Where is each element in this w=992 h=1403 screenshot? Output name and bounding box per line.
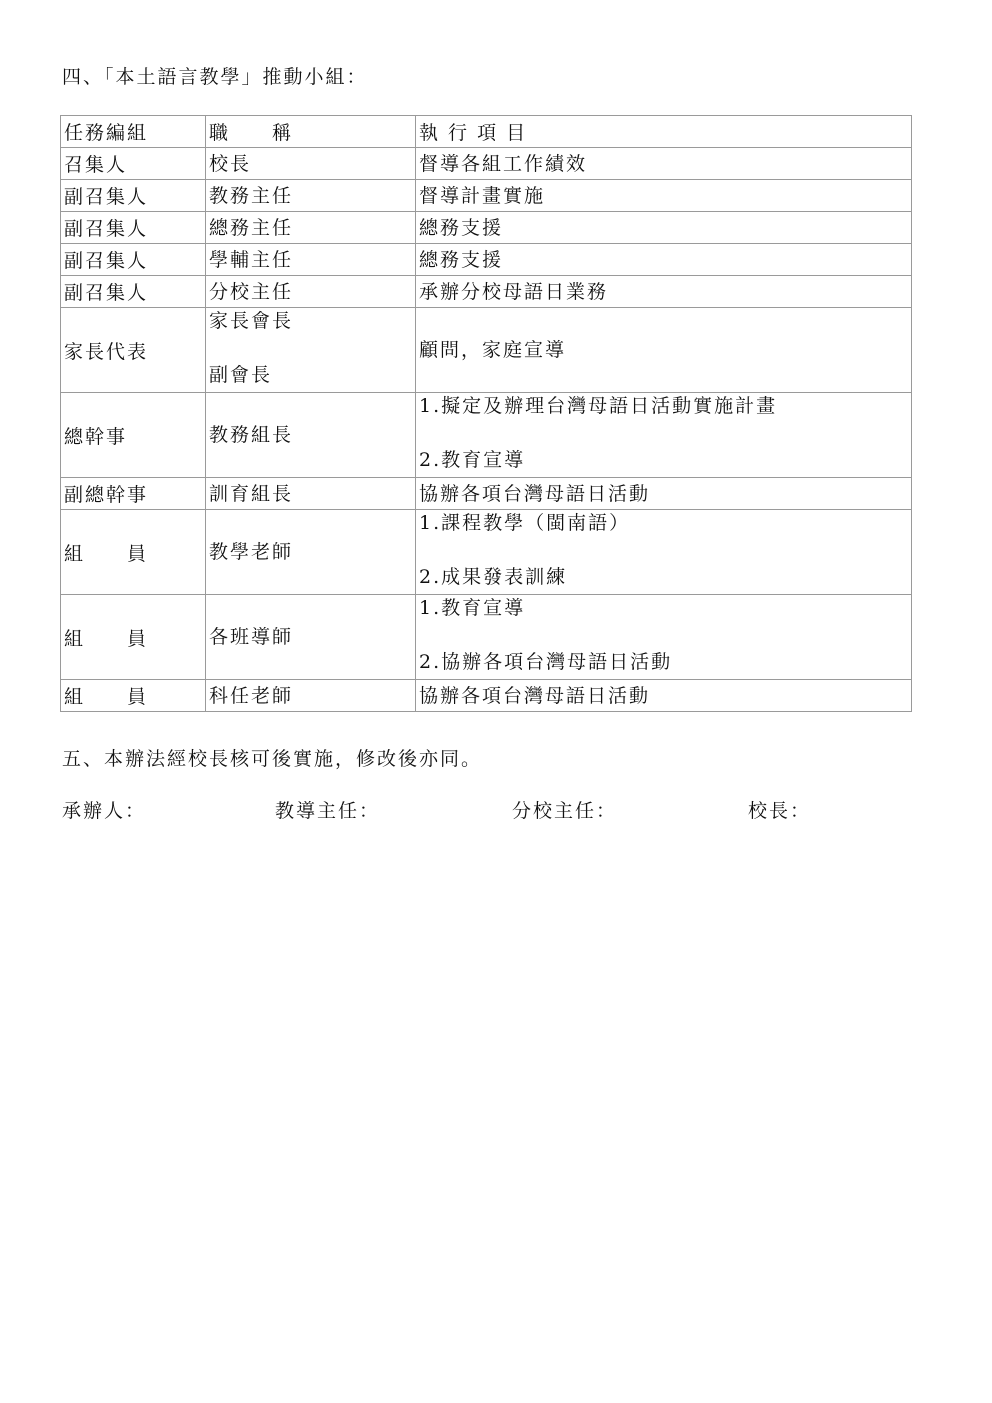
cell-group: 召集人: [61, 148, 206, 180]
cell-tasks-line: 協辦各項台灣母語日活動: [419, 684, 651, 707]
cell-tasks: [416, 595, 912, 680]
table-row: [61, 212, 912, 244]
cell-group: 副召集人: [61, 244, 206, 276]
cell-group: 副總幹事: [61, 478, 206, 510]
cell-tasks-line: 2.教育宣導: [419, 449, 526, 471]
cell-group: 家長代表: [61, 308, 206, 393]
table-body: [61, 148, 912, 712]
cell-title-line: 分校主任: [209, 280, 294, 303]
table-row: [61, 308, 912, 393]
table-row: [61, 510, 912, 595]
cell-title-line: 教學老師: [209, 541, 294, 563]
cell-title-line: 副會長: [209, 364, 273, 386]
cell-tasks-line: 承辦分校母語日業務: [419, 280, 609, 303]
header-title: 職 稱: [206, 116, 416, 148]
cell-group: 副召集人: [61, 276, 206, 308]
table-row: [61, 276, 912, 308]
cell-tasks: [416, 308, 912, 393]
cell-title: [206, 212, 416, 244]
cell-tasks: [416, 510, 912, 595]
cell-tasks: [416, 180, 912, 212]
table-header-row: [61, 116, 912, 148]
cell-title: [206, 180, 416, 212]
committee-table: [60, 115, 912, 712]
table-row: [61, 148, 912, 180]
cell-tasks-line: 2.成果發表訓練: [419, 566, 568, 588]
cell-tasks-line: 督導各組工作績效: [419, 152, 588, 175]
table-row: [61, 393, 912, 478]
cell-tasks-line: 1.課程教學（閩南語）: [419, 512, 631, 534]
cell-group: 組 員: [61, 595, 206, 680]
cell-title: [206, 308, 416, 393]
cell-title: [206, 680, 416, 712]
table-row: [61, 680, 912, 712]
cell-tasks-line: 1.教育宣導: [419, 597, 526, 619]
cell-title-line: 家長會長: [209, 310, 294, 332]
cell-group: 總幹事: [61, 393, 206, 478]
cell-title-line: 教務組長: [209, 424, 294, 446]
signature-undertaker: 承辦人：: [62, 800, 147, 822]
cell-title: [206, 244, 416, 276]
cell-title-line: 校長: [209, 152, 252, 175]
cell-group: 組 員: [61, 680, 206, 712]
cell-title-line: 教務主任: [209, 184, 294, 207]
cell-title-line: 訓育組長: [209, 482, 294, 505]
cell-tasks: [416, 244, 912, 276]
cell-tasks-line: 總務支援: [419, 248, 504, 271]
cell-tasks-line: 1.擬定及辦理台灣母語日活動實施計畫: [419, 395, 778, 417]
header-group: 任務編組: [61, 116, 206, 148]
signature-academic-director: 教導主任：: [275, 800, 381, 822]
cell-tasks: [416, 393, 912, 478]
table-row: [61, 244, 912, 276]
cell-tasks: [416, 148, 912, 180]
cell-tasks-line: 總務支援: [419, 216, 504, 239]
cell-title: [206, 148, 416, 180]
cell-tasks: [416, 478, 912, 510]
cell-title: [206, 510, 416, 595]
table-row: [61, 478, 912, 510]
cell-title-line: 科任老師: [209, 684, 294, 707]
table-row: [61, 180, 912, 212]
cell-title: [206, 595, 416, 680]
cell-group: 副召集人: [61, 180, 206, 212]
cell-tasks-line: 協辦各項台灣母語日活動: [419, 482, 651, 505]
header-tasks: 執 行 項 目: [416, 116, 912, 148]
cell-group: 組 員: [61, 510, 206, 595]
closing-statement: 五、本辦法經校長核可後實施，修改後亦同。: [62, 748, 483, 770]
cell-tasks-line: 顧問，家庭宣導: [419, 339, 567, 361]
signature-branch-director: 分校主任：: [512, 800, 618, 822]
cell-tasks-line: 2.協辦各項台灣母語日活動: [419, 651, 673, 673]
cell-title: [206, 478, 416, 510]
cell-tasks-line: 督導計畫實施: [419, 184, 546, 207]
cell-title-line: 總務主任: [209, 216, 294, 239]
cell-tasks: [416, 680, 912, 712]
cell-title: [206, 276, 416, 308]
cell-title-line: 各班導師: [209, 626, 294, 648]
cell-tasks: [416, 212, 912, 244]
signature-principal: 校長：: [748, 800, 812, 822]
cell-title: [206, 393, 416, 478]
cell-tasks: [416, 276, 912, 308]
table-row: [61, 595, 912, 680]
cell-title-line: 學輔主任: [209, 248, 294, 271]
cell-group: 副召集人: [61, 212, 206, 244]
section-heading: 四、「本土語言教學」推動小組：: [62, 66, 368, 88]
